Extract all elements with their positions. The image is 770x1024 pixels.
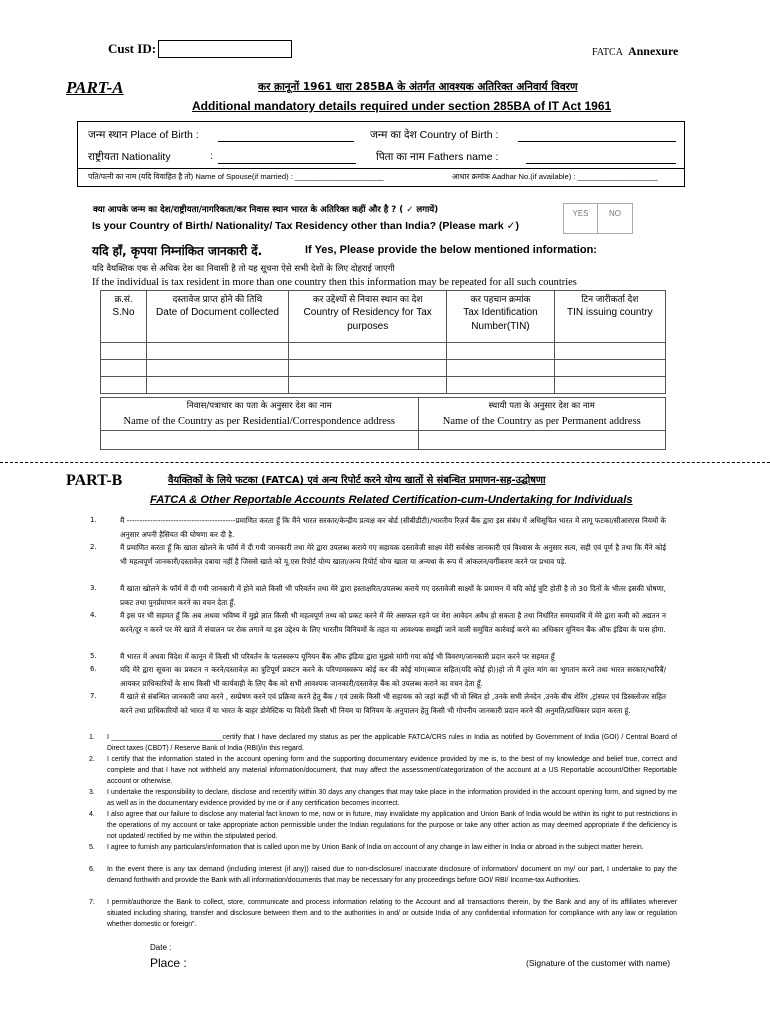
english-declaration-list (89, 733, 677, 931)
part-b-title-hindi: वैयक्तिकों के लिये फटका (FATCA) एवं अन्य रिपोर्ट करने योग्य खातों से संबन्धित प्रमाणन-सह-उद्घोषणा (168, 475, 546, 486)
cust-id-input[interactable] (158, 40, 292, 58)
country-of-birth-field[interactable] (518, 128, 676, 142)
header-sno: क्र.सं. S.No (101, 291, 147, 343)
part-b-label: PART-B (66, 472, 123, 489)
list-item: 7. I permit/authorize the Bank to collect, store, communicate and process information relating to the Account and all transactions therein, by the Bank and any of its affiliates wherever situated including sharing, transfer and disclosure between them and to the authorities in and/ or outside India of any confidential information for compliance with any law or regulation whether domestic or foreign". (89, 899, 677, 928)
list-item: 6. In the event there is any tax demand (including interest (if any)) raised due to non-disclosure/ inaccurate disclosure of information/ document on my/ our part, I undertake to pay the demand forthwith and provide the Bank with all information/documents that may be necessary for any proceedings before GOI/ RBI/ Income-tax Authorities. (89, 866, 677, 884)
list-item: 3. मैं खाता खोलने के फॉर्म में दी गयी जानकारी में होने वाले किसी भी परिवर्तन तथा मेरे द्वारा हस्ताक्षरित/उपलब्ध कराये गए दस्तावेजी साक्ष्यों के प्रमाणन में यदि कोई त्रुटि होती है तो 30 दिनों के भीतर इसकी घोषणा, प्रकट तथा पुनर्प्रमाणन करने का वचन देता हूँ. (90, 584, 666, 607)
hindi-declaration-list (90, 514, 666, 731)
personal-details-box (77, 121, 685, 187)
multi-country-hindi: यदि वैयक्तिक एक से अधिक देश का निवासी है तो यह सूचना ऐसे सभी देशों के लिए दोहराई जाएगी (92, 264, 395, 274)
fatca-label: FATCA Annexure (592, 44, 679, 58)
multi-country-english: If the individual is tax resident in more than one country then this information may be repeated for all such countries (92, 277, 577, 288)
country-of-birth-label: जन्म का देश Country of Birth : (370, 129, 499, 141)
table-row[interactable] (101, 377, 666, 394)
if-yes-hindi: यदि हाँ, कृपया निम्नांकित जानकारी दें. (92, 244, 263, 258)
list-item: 5. I agree to furnish any particulars/information that is called upon me by Union Bank of India on account of any change in law either in India or abroad in the subject matter herein. (89, 844, 644, 851)
address-row[interactable] (101, 431, 666, 450)
list-item: 4. मैं इस पर भी सहमत हूँ कि अब अथवा भविष्य में मुझे ज्ञात किसी भी महत्वपूर्ण तथ्य को प्रकट करने में मेरे असफल रहने पर मेरा आवेदन अवैध हो सकता है तथा निर्धारित समयावधि में मेरे द्वारा कमी को अद्यतन न करने/दूर न करने पर मेरे खाते में संचालन पर रोक लगाने या इस उद्देश्य के लिए भारतीय विनियमों के तहत या आवश्यक समझी जाने वाली समुचित कार्रवाई करने का अधिकार यूनियन बैंक ऑफ इंडिया के पास होगा. (90, 611, 666, 634)
part-b-title-english: FATCA & Other Reportable Accounts Related Certification-cum-Undertaking for Individuals (150, 494, 633, 506)
list-item: 1. I _____________________________certify that I have declared my status as per the applicable FATCA/CRS rules in India as notified by Government of India (GOI) / Central Board of Direct taxes (CBDT) / Reserve Bank of India (RBI)/in this regard. (89, 734, 677, 752)
no-checkbox[interactable]: NO (609, 209, 621, 218)
place-label: Place : (150, 956, 187, 970)
nationality-colon: : (210, 150, 213, 162)
list-item: 3. I undertake the responsibility to declare, disclose and recertify within 30 days any changes that may take place in the information provided in the account opening form, and signed by me as well as in the documentary evidence provided by me or if any certification becomes incorrect. (89, 789, 677, 807)
spouse-name-field[interactable]: पति/पत्नी का नाम (यदि विवाहित है तो) Name of Spouse(if married) : _____________________ (88, 172, 384, 181)
residency-question-english: Is your Country of Birth/ Nationality/ Tax Residency other than India? (Please mark ✓) (92, 220, 519, 232)
section-divider (0, 462, 770, 463)
list-item: 7. मैं खाते से संबन्धित जानकारी जमा करने , सम्प्रेषण करने एवं प्रक्रिया करने हेतु बैंक / एवं उसके किसी भी सहायक को जहां कहीं भी वो स्थित हो ,उनके सभी लेनदेन ,उनके बीच शेरिंग ,ट्रांस्फर एवं डिस्क्लोजर सहित करने तथा प्राधिकारियों को भारत में या भारत के बाहर डोमेस्टिक या विदेशी किसी भी नियम या विनियम के अनुपालन हेतु किसी भी गोपनीय जानकारी प्रदान करने की अनुमति/प्राधिकार प्रदान करता हूं. (90, 692, 666, 715)
header-country: कर उद्देश्यों से निवास स्थान का देश Country of Residency for Tax purposes (288, 291, 446, 343)
table-row[interactable] (101, 360, 666, 377)
list-item: 1. मैं ------------------------------------------प्रमाणित करता हूँ कि मैंने भारत सरकार/केन्द्रीय प्रत्यक्ष कर बोर्ड (सीबीडीटी)/भारतीय रिज़र्व बैंक द्वारा इस संबंध में अधिसूचित भारत में लागू फटका/सीआरएस नियमों के अनुसार अपनी हैसियत की घोषणा कर दी है. (90, 516, 666, 539)
part-a-title-english: Additional mandatory details required under section 285BA of IT Act 1961 (192, 99, 612, 113)
yes-checkbox[interactable]: YES (564, 204, 598, 233)
address-header-row (101, 398, 666, 431)
list-item: 6. यदि मेरे द्वारा सूचना का प्रकटन न करने/दस्तावेज़ का त्रुटिपूर्ण प्रकटन करने के परिणामस्वरूप कोई कर की कोई मांग(ब्याज सहित(यदि कोई हो))हो तो मैं तुरंत मांग का भुगतान करने तथा भारत सरकार/भारिबैं/आयकर प्राधिकारियों के साथ किसी भी कार्यवाही के लिए बैंक को सभी आवश्यक जानकारी/दस्तावेज़ बैंक को उपलब्ध कराने का वचन देता हूँ. (90, 665, 666, 688)
residency-question-hindi: क्या आपके जन्म का देश/राष्ट्रीयता/नागरिकता/कर निवास स्थान भारत के अतिरिक्त कहीं और है ? ( ✓ लगायें) (93, 205, 439, 215)
header-tin-country: टिन जारीकर्ता देश TIN issuing country (554, 291, 665, 343)
place-of-birth-field[interactable] (218, 128, 354, 142)
address-country-table (100, 397, 666, 450)
table-row[interactable] (101, 343, 666, 360)
aadhar-field[interactable]: आधार क्रमांक Aadhar No.(if available) : ___________________ (452, 172, 658, 181)
yes-no-box (563, 203, 633, 234)
list-item: 4. I also agree that our failure to disclose any material fact known to me, now or in future, may invalidate my application and Union Bank of India would be within its right to put restrictions in the operations of my account or take appropriate action permissible under the Indian regulations for the purpose or take any other action as may deemed appropriate if the deficiency is not updated/ rectified by me within the stipulated period. (89, 811, 677, 840)
list-item: 2. मैं प्रमाणित करता हूँ कि खाता खोलने के फॉर्म में दी गयी जानकारी तथा मेरे द्वारा उपलब्ध कराये गए सहायक दस्तावेजी साक्ष्य मेरी सर्वश्रेष्ठ जानकारी एवं विश्वास के अनुसार सत्य, सही एवं पूर्ण है तथा कि मैंने कोई भी महत्वपूर्ण जानकारी/दस्तावेज़ दबाया नहीं है जिससे खाते को यू.एस रिपोर्ट योग्य खाता/अन्य रिपोर्ट योग्य खाता या अन्यथा के रूप में आंकलन/वर्गीकरण करने पर प्रभाव पड़े. (90, 543, 666, 566)
list-item: 5. मैं भारत में अथवा विदेश में कानून में किसी भी परिवर्तन के फलस्वरूप यूनियन बैंक ऑफ इंडिया द्वारा मुझसे मांगी गया कोई भी विवरण/जानकारी प्रदान करने पर सहमत हूँ (90, 652, 555, 661)
nationality-field[interactable] (218, 150, 356, 164)
part-a-label: PART-A (66, 78, 124, 97)
header-permanent-country: स्थायी पता के अनुसार देश का नाम Name of the Country as per Permanent address (418, 398, 665, 431)
place-of-birth-label: जन्म स्थान Place of Birth : (88, 129, 199, 141)
cust-id-label: Cust ID: (108, 41, 157, 56)
part-a-title-hindi: कर क़ानूनों 1961 धारा 285BA के अंतर्गत आवश्यक अतिरिक्त अनिवार्य विवरण (258, 81, 578, 93)
nationality-label: राष्ट्रीयता Nationality (88, 151, 171, 163)
if-yes-english: If Yes, Please provide the below mentioned information: (305, 244, 597, 256)
tax-residency-table (100, 290, 666, 394)
fathers-name-label: पिता का नाम Fathers name : (376, 151, 499, 163)
fathers-name-field[interactable] (526, 150, 676, 164)
list-item: 2. I certify that the information stated in the account opening form and the supporting documentary evidence provided by me is, to the best of my knowledge and belief true, correct and complete and that I have not withheld any material information/document, that may affect the assessment/categorization of the account at a US Reportable account/Other Reportable account or otherwise. (89, 756, 677, 785)
header-residential-country: निवास/पत्राचार का पता के अनुसार देश का नाम Name of the Country as per Residential/Correspondence address (101, 398, 419, 431)
header-tin: कर पहचान क्रमांक Tax Identification Number(TIN) (447, 291, 554, 343)
table-header-row (101, 291, 666, 343)
signature-label: (Signature of the customer with name) (526, 958, 671, 968)
header-date: दस्तावेज प्राप्त होने की तिथि Date of Document collected (146, 291, 288, 343)
date-label: Date : (150, 943, 172, 952)
